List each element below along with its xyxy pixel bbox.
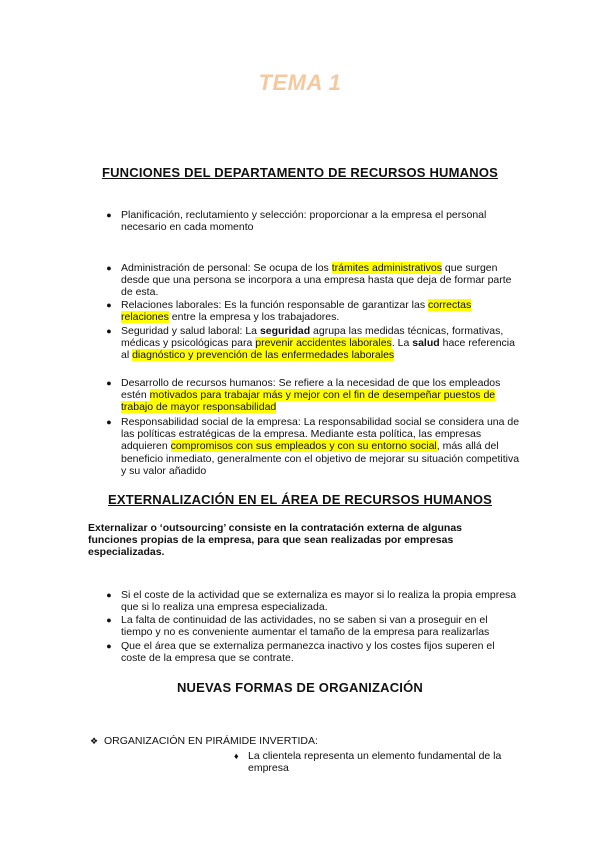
- section-heading-functions: FUNCIONES DEL DEPARTAMENTO DE RECURSOS HUMANOS: [101, 165, 499, 180]
- list-item: ● Desarrollo de recursos humanos: Se refiere a la necesidad de que los empleados estén motivados para trabajar más y mejor con el fin de desempeñar puestos de trabajo de mayor responsabilidad: [121, 377, 521, 414]
- highlight: correctas relaciones: [121, 299, 472, 324]
- highlight: prevenir accidentes laborales: [255, 337, 392, 350]
- highlight: compromisos con sus empleados y con su entorno social: [170, 440, 437, 453]
- bullet-dot-icon: ●: [106, 210, 112, 220]
- bullet-dot-icon: ●: [106, 417, 112, 427]
- list-item: ● Planificación, reclutamiento y selección: proporcionar a la empresa el personal necesario en cada momento: [121, 209, 521, 233]
- list-item: ● Seguridad y salud laboral: La seguridad agrupa las medidas técnicas, formativas, médicas y psicológicas para prevenir accidentes laborales. La salud hace referencia al diagnóstico y prevención de las enfermedades laborales: [121, 325, 521, 362]
- list-item: ● Relaciones laborales: Es la función responsable de garantizar las correctas relaciones entre la empresa y los trabajadores.: [121, 299, 521, 323]
- bullet-dot-icon: ●: [106, 641, 112, 651]
- bullet-dot-icon: ●: [106, 615, 112, 625]
- diamond-bullet-icon: ❖: [90, 736, 99, 746]
- list-item: ❖ ORGANIZACIÓN EN PIRÁMIDE INVERTIDA:: [90, 735, 318, 747]
- bullet-dot-icon: ●: [106, 263, 112, 273]
- bullet-dot-icon: ●: [106, 300, 112, 310]
- section-heading-new-forms: NUEVAS FORMAS DE ORGANIZACIÓN: [176, 680, 424, 695]
- document-title: TEMA 1: [258, 70, 342, 95]
- section-heading-outsourcing: EXTERNALIZACIÓN EN EL ÁREA DE RECURSOS HUMANOS: [107, 492, 493, 507]
- bullet-dot-icon: ●: [106, 326, 112, 336]
- list-item: ● Administración de personal: Se ocupa de los trámites administrativos que surgen desde que una persona se incorpora a una empresa hasta que deja de formar parte de esta.: [121, 262, 521, 299]
- highlight: trámites administrativos: [331, 262, 442, 274]
- outsourcing-intro: Externalizar o ‘outsourcing’ consiste en la contratación externa de algunas funciones propias de la empresa, para que sean realizadas por empresas especializadas.: [88, 522, 463, 559]
- bullet-dot-icon: ●: [106, 590, 112, 600]
- list-item: ● Que el área que se externaliza permanezca inactivo y los costes fijos superen el coste de la empresa que se contrate.: [121, 640, 521, 664]
- list-item: ● La falta de continuidad de las actividades, no se saben si van a proseguir en el tiempo y no es conveniente aumentar el tamaño de la empresa para realizarlas: [121, 614, 521, 638]
- highlight: diagnóstico y prevención de las enfermedades laborales: [132, 349, 395, 362]
- diamond-bullet-icon: ♦: [234, 751, 239, 761]
- list-item: ♦ La clientela representa un elemento fundamental de la empresa: [234, 750, 502, 775]
- highlight: motivados para trabajar más y mejor con el fin de desempeñar puestos de trabajo de mayor responsabilidad: [121, 389, 496, 414]
- bullet-dot-icon: ●: [106, 378, 112, 388]
- list-item: ● Si el coste de la actividad que se externaliza es mayor si lo realiza la propia empresa que si lo realiza una empresa especializada.: [121, 589, 521, 613]
- list-item: ● Responsabilidad social de la empresa: La responsabilidad social se considera una de las políticas estratégicas de la empresa. Mediante esta política, las empresas adquieren compromisos con sus empleados y con su entorno social, más allá del beneficio inmediato, generalmente con el objetivo de mejorar su situación competitiva y su valor añadido: [121, 416, 521, 477]
